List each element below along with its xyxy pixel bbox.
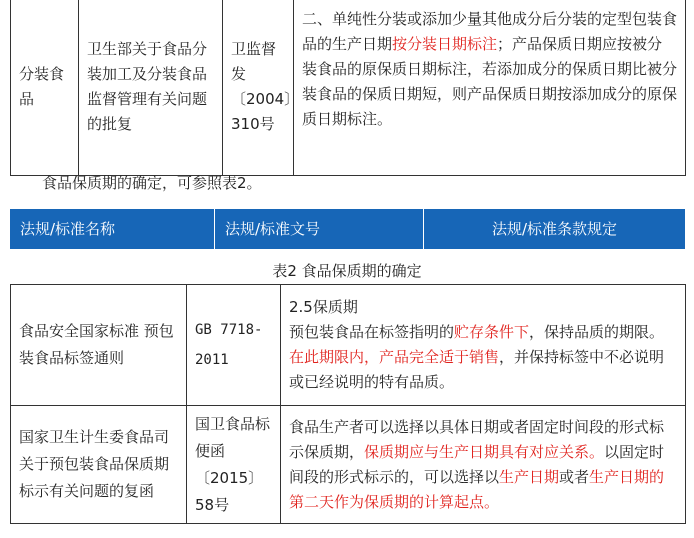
standard-no-cell: 国卫食品标便函〔2015〕58号 [187,406,281,524]
header-col-provision: 法规/标准条款规定 [491,220,618,238]
table-row [11,406,686,524]
category-cell: 分装食品 [11,0,79,176]
table-header-bar [10,209,685,249]
standard-provision-cell: 食品生产者可以选择以具体日期或者固定时间段的形式标示保质期，保质期应与生产日期具有对应关系。以固定时间段的形式标示的，可以选择以生产日期或者生产日期的第二天作为保质期的计算起点。 [281,406,686,524]
highlight-text: 按分装日期标注 [392,35,498,53]
provision-body: 预包装食品在标签指明的贮存条件下，保持品质的期限。在此期限内，产品完全适于销售，并保持标签中不必说明或已经说明的特有品质。 [289,323,665,391]
table-row [11,285,686,406]
header-col-docno: 法规/标准文号 [215,209,424,249]
table-row [11,0,686,176]
doc-name-cell: 卫生部关于食品分装加工及分装食品监督管理有关问题的批复 [79,0,223,176]
highlight-text: 贮存条件下 [454,323,530,341]
regulation-table-2 [10,284,686,524]
standard-provision-cell [281,285,686,406]
provision-heading: 2.5保质期 [289,298,358,316]
highlight-text: 生产日期的第二天作为保质期的计算起点。 [289,467,665,511]
highlight-text: 在此期限内，产品完全适于销售 [289,348,500,366]
standard-name-cell: 国家卫生计生委食品司关于预包装食品保质期标示有关问题的复函 [11,406,187,524]
highlight-text: 保质期应与生产日期具有对应关系。 [364,442,605,461]
standard-name-cell: 食品安全国家标准 预包装食品标签通则 [11,285,187,406]
provision-cell: 二、单纯性分装或添加少量其他成分后分装的定型包装食品的生产日期按分装日期标注；产品保质日期应按被分装食品的原保质日期标注，若添加成分的保质日期比被分装食品的保质日期短，则产品保质日期按添加成分的原保质日期标注。 [294,0,686,176]
highlight-text: 生产日期 [499,467,560,486]
table-caption: 表2 食品保质期的确定 [272,262,422,280]
doc-no-cell: 卫监督发〔2004〕310号 [223,0,294,176]
standard-no-cell: GB 7718-2011 [187,285,281,406]
note-text: 食品保质期的确定，可参照表2。 [42,174,262,192]
header-col-name: 法规/标准名称 [10,209,215,249]
regulation-table-1 [10,0,686,176]
